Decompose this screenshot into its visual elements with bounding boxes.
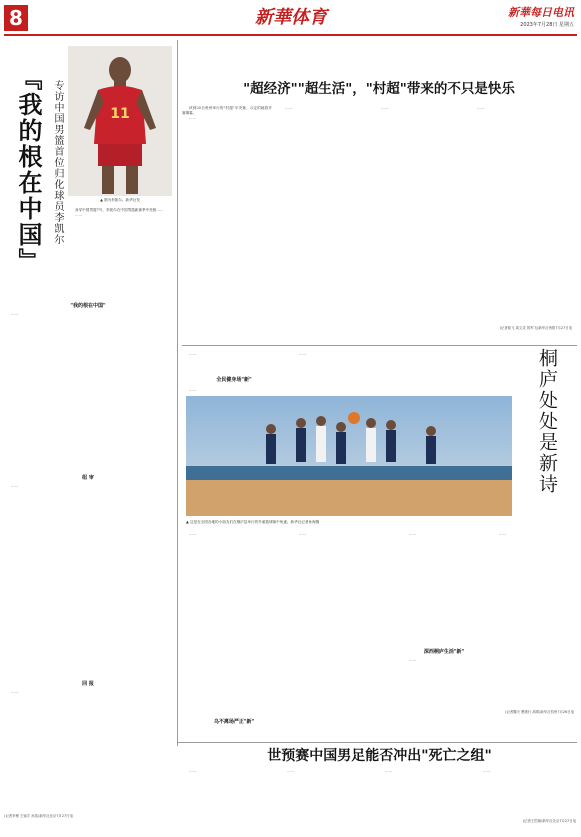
cba-body-col1: 该到25日贵州举行的"村超"半决赛，示定的地将开赛揭幕。 ……	[182, 106, 272, 121]
interview-section-head-2: 组 审	[82, 475, 94, 481]
interview-title: 『我的根在中国』	[14, 66, 43, 274]
bottom-body-col3: ……	[385, 769, 393, 773]
interview-section-head-1: "我的根在中国"	[70, 303, 106, 309]
cba-headline: "超经济""超生活"，"村超"带来的不只是快乐	[243, 81, 515, 97]
player-illustration	[68, 46, 172, 196]
tonglu-section-head-2: 乌不离场严正"新"	[213, 719, 255, 725]
svg-text:11: 11	[110, 106, 130, 122]
interview-article	[4, 40, 174, 824]
interview-body-3: ……	[11, 484, 19, 488]
cba-credit: (记者骆飞 周文灵 郭军飞)新华社贵阳7月27日电	[499, 326, 572, 330]
player-photo-caption: ▲ 图为李凯尔。新华社发	[100, 198, 140, 202]
interview-credit: (记者李博 王镜宇 孙浩)新华社北京7月27日电	[4, 814, 73, 818]
interview-body-2: ……	[11, 312, 19, 316]
tonglu-intro-col1: ……	[189, 352, 197, 356]
player-photo	[68, 46, 172, 196]
column-divider-left	[177, 40, 178, 746]
tonglu-body-col1b: ……	[189, 532, 197, 536]
section-title: 新華体育	[255, 7, 327, 28]
rule-under-cba	[182, 345, 577, 346]
masthead: 新華每日电讯	[508, 6, 574, 19]
page-number: 8	[9, 6, 23, 30]
tonglu-title: 桐庐处处是新诗	[536, 348, 558, 495]
tonglu-body-col2b: ……	[299, 532, 307, 536]
tonglu-body-col1: ……	[189, 388, 197, 392]
interview-body-1: 身穿中国男篮7号，李凯尔在中国男篮新赛季中亮相…… ……	[75, 208, 164, 218]
interview-section-head-3: 回 报	[82, 681, 94, 687]
cba-body-col3: ……	[381, 106, 389, 110]
tonglu-credit: (记者魏天 曹康行 高晴)新华社杭州7月26日电	[505, 710, 574, 714]
cba-lead: 该到25日贵州举行的"村超"半决赛，示定的地将开赛揭幕。	[182, 106, 272, 116]
bottom-body-col1: ……	[189, 769, 197, 773]
bottom-body-col2: ……	[287, 769, 295, 773]
tonglu-body-col4: ……	[499, 532, 507, 536]
tonglu-section-head-1: 全民健身场"新"	[216, 377, 252, 383]
kids-basketball-illustration	[186, 396, 512, 516]
tonglu-photo-caption: ▲ 这是在全国各地的小朋友们在桐庐县举行的外童篮球赛中角逐。新华社记者孙海摄	[186, 520, 320, 524]
bottom-credit: (记者王恺瑜)新华社北京7月27日电	[522, 819, 576, 823]
tonglu-photo	[186, 396, 512, 516]
interview-body-4: ……	[11, 690, 19, 694]
tonglu-intro-col2: ……	[299, 352, 307, 356]
date-line: 2023年7月28日 星期五	[520, 22, 574, 28]
interview-subtitle: 专访中国男篮首位归化球员李凯尔	[52, 80, 63, 245]
bottom-body-col4: ……	[483, 769, 491, 773]
cba-body-col4: ……	[477, 106, 485, 110]
tonglu-section-head-3: 深西桐庐生活"新"	[423, 649, 465, 655]
cba-article	[182, 40, 576, 345]
bottom-headline: 世预赛中国男足能否冲出"死亡之组"	[267, 748, 492, 764]
bottom-article	[182, 745, 577, 833]
tonglu-article	[182, 348, 577, 740]
page-header	[0, 0, 581, 36]
tonglu-body-col3a: ……	[409, 532, 417, 536]
rule-above-bottom	[178, 742, 577, 743]
cba-body-col2: ……	[285, 106, 293, 110]
tonglu-body-col3b: ……	[409, 658, 417, 662]
header-rule	[4, 34, 577, 36]
